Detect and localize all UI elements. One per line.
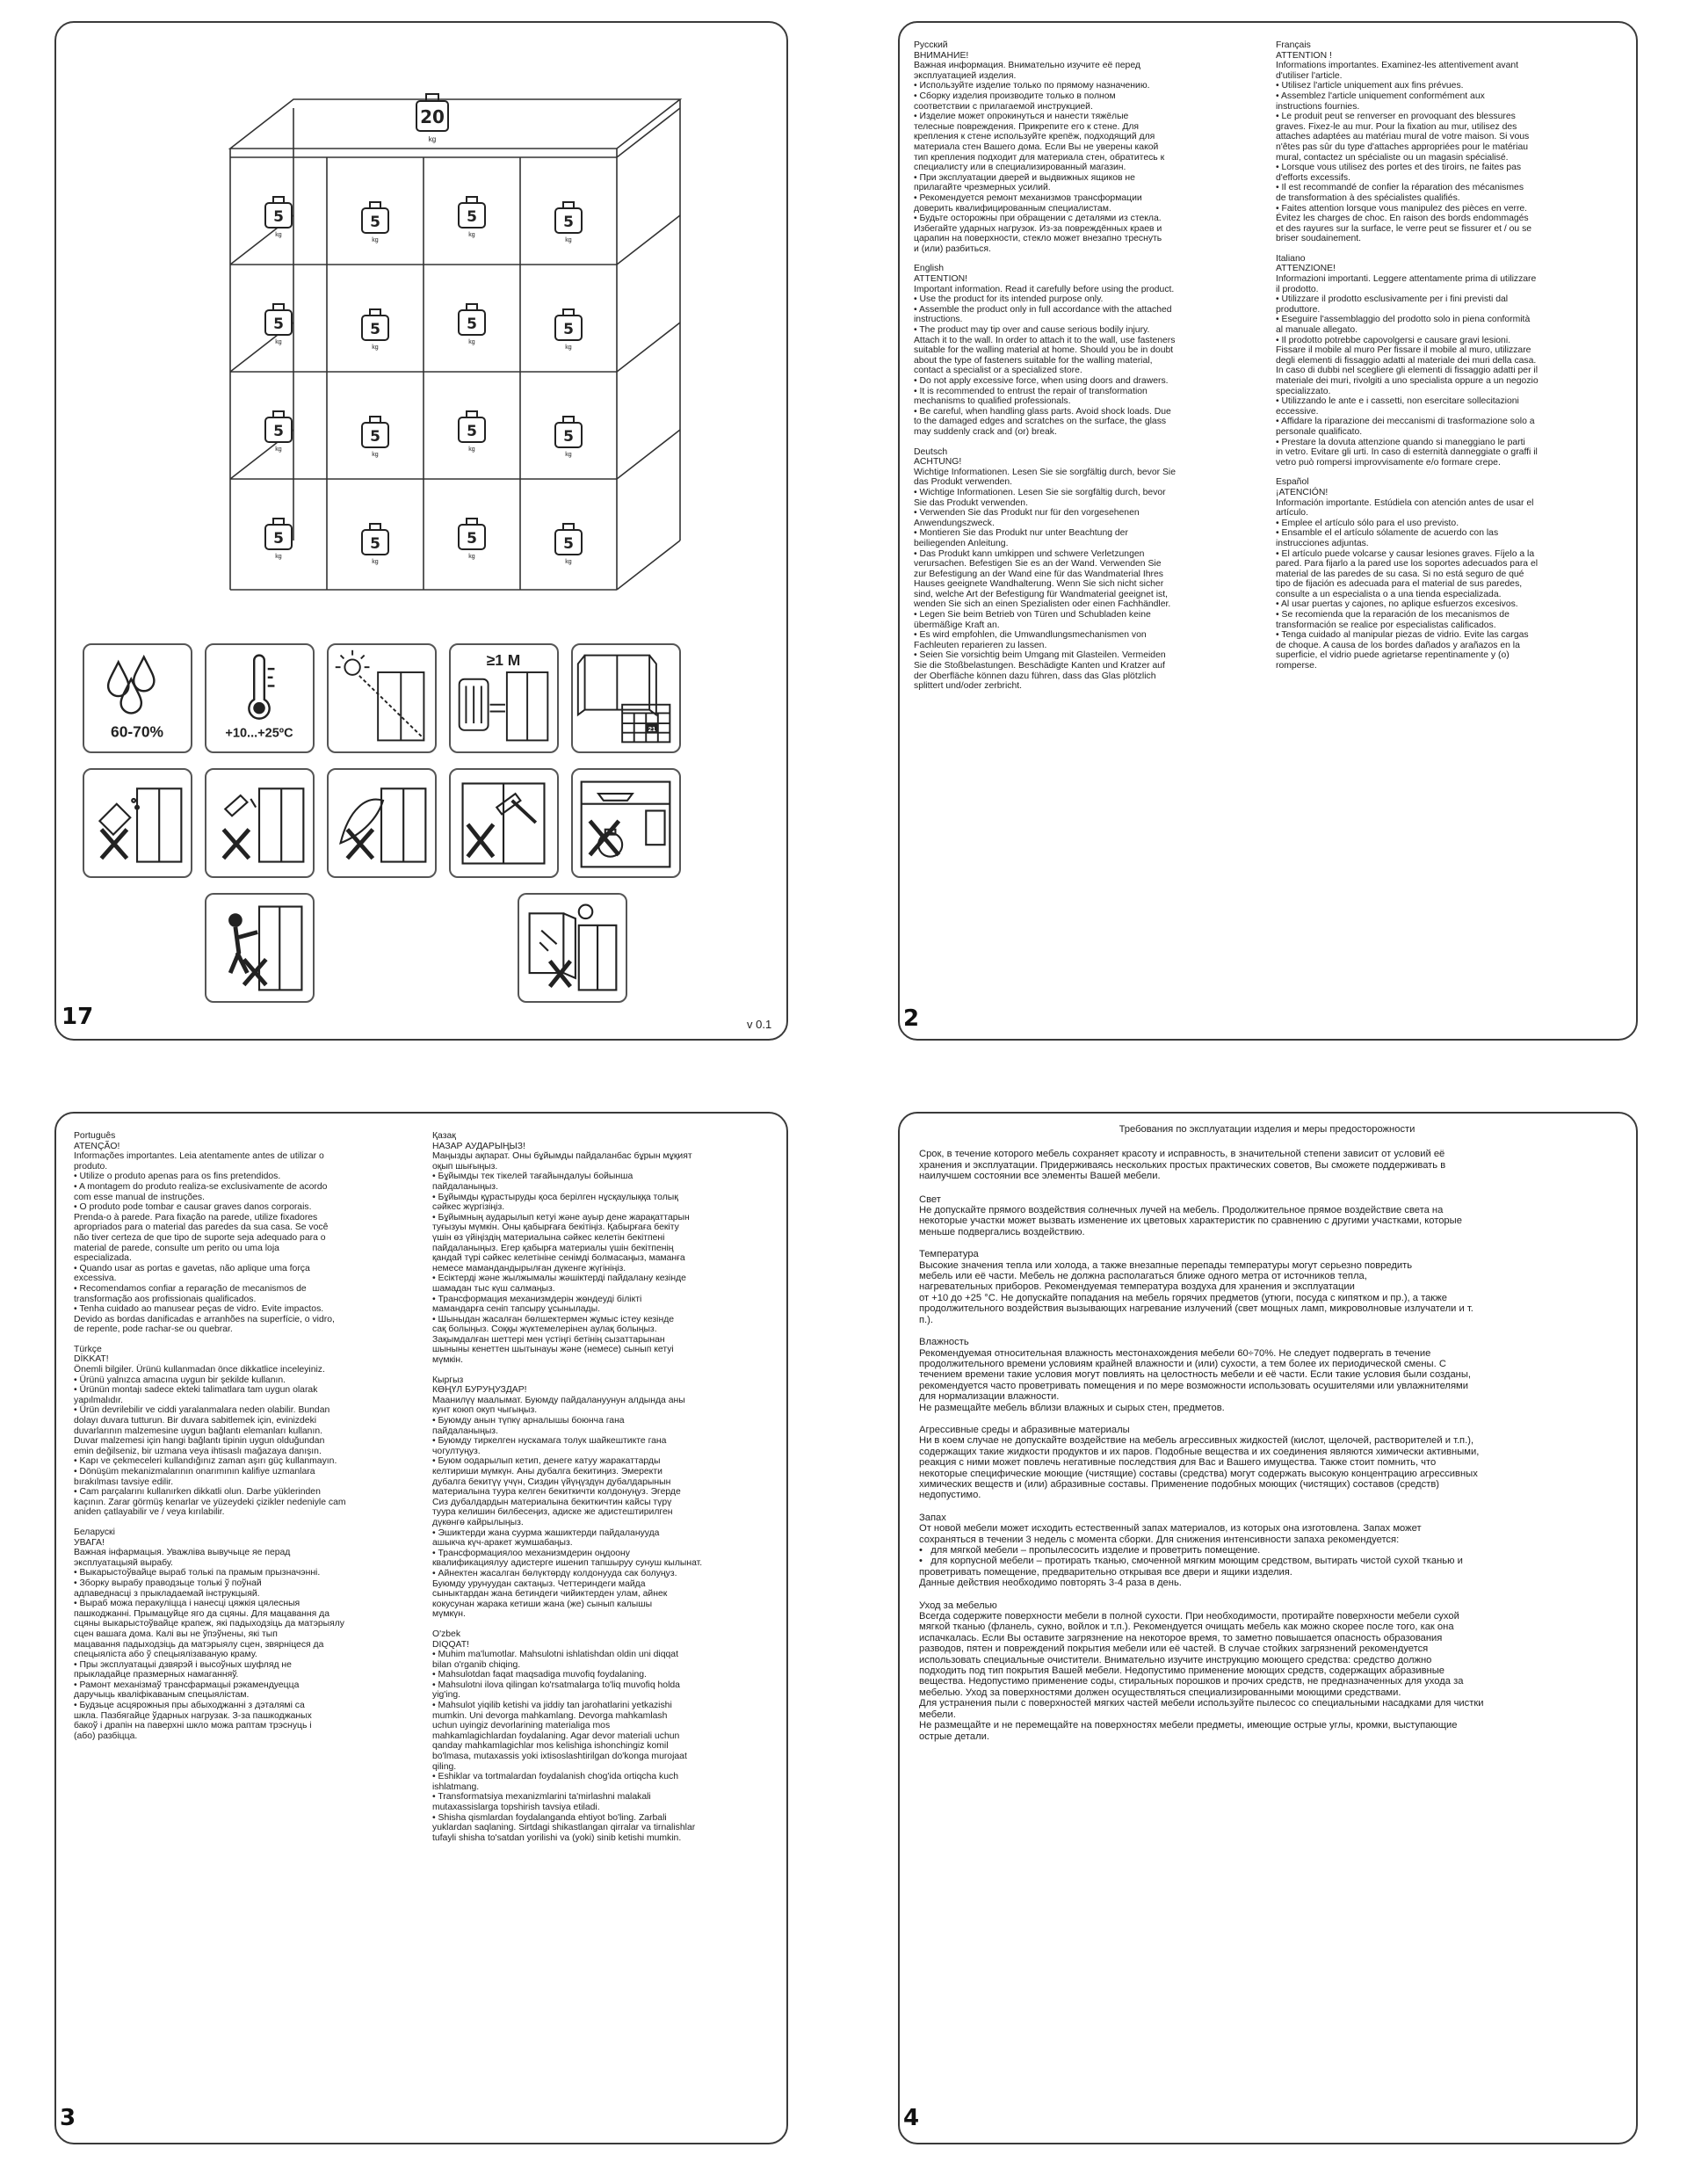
shelf-load-unit: kg [565, 559, 572, 565]
shelf-load-value: 5 [563, 321, 574, 338]
weight-icon [459, 519, 485, 560]
humidity-range: 60-70% [111, 722, 164, 741]
shelf-load-unit: kg [372, 452, 379, 458]
care-section-heading: Агрессивные среды и абразивные материалы [919, 1424, 1130, 1435]
shelf-load-value: 5 [370, 428, 380, 446]
language-name: Қазақ [432, 1131, 456, 1141]
care-section-body: Ни в коем случае не допускайте воздействие на мебель агрессивных жидкостей (кислот, щелочей, растворителей и т.п.), содержащих такие жидкости продуктов и их паров. Подобные вещества и их соединения являются химически активными, реакция с ними может повлечь негативные последствия для Вас и Вашего имущества. Также стоит помнить, что некоторые специфические моющие (чистящие) составы (средства) могут содержать высокую концентрацию агрессивных химических веществ и (или) абразивные составы. Применение подобных моющих (чистящих) составов (средств) недопустимо. [919, 1435, 1480, 1501]
language-name: Español [1276, 477, 1309, 488]
temperature-range: +10...+25ºC [225, 726, 293, 741]
safety-text: ATENÇÃO! Informações importantes. Leia atentamente antes de utilizar o produto. • Utilize o produto apenas para os fins pretendidos. • A montagem do produto realiza-se exclusivamente de acordo com esse manual de instruções. • O produto pode tombar e causar graves danos corporais. Prenda-o à parede. Para fixação na parede, utilize fixadores apropriados para o material das paredes da sua casa. Se você não tiver certeza de que tipo de suporte seja adequado para o material de parede, consulte um perito ou uma loja especializada. • Quando usar as portas e gavetas, não aplique uma força excessiva. • Recomendamos confiar a reparação de mecanismos de transformação aos profissionais qualificados. • Tenha cuidado ao manusear peças de vidro. Evite impactos. Devido as bordas danificadas e arranhões na superfície, o vidro, de repente, pode rachar-se ou quebrar. [74, 1141, 335, 1335]
language-block [432, 1375, 784, 1620]
shelf-load-value: 5 [563, 535, 574, 553]
care-intro: Срок, в течение которого мебель сохраняет красоту и исправность, в значительной степени зависит от условий её хранения и эксплуатации. Придерживаясь нескольких простых практических советов, Вы сможете поддерживать в наилучшем состоянии все элементы Вашей мебели. [919, 1149, 1446, 1182]
language-name: Français [1276, 40, 1311, 50]
weight-icon [265, 304, 292, 345]
shelf-load-unit: kg [565, 237, 572, 243]
safety-text: УВАГА! Важная інфармацыя. Уважліва вывучыце яе перад эксплуатацыяй вырабу. • Выкарыстоўвайце выраб толькі па прамым прызначэнні. • Зборку вырабу праводзьце толькі ў поўнай адпаведнасці з прыкладаемай інструкцыяй. • Выраб можа перакуліцца і нанесці цяжкія цялесныя пашкоджанні. Прымацуйце яго да сцяны. Для мацавання да сцяны выкарыстоўвайце крапеж, які падыходзіць да матэрыялу сцен вашага дома. Калі вы не ўпэўнены, які тып мацавання падыходзіць да матэрыялу сцен, звярніцеся да спецыяліста або ў спецыялізаваную краму. • Пры эксплуатацыі дзвярэй і высоўных шуфляд не прыкладайце празмерных намаганняў. • Рамонт механізмаў трансфармацыі рэкамендуецца даручыць кваліфікаваным спецыялістам. • Будзьце асцярожныя пры абыходжанні з дэталямі са шкла. Пазбягайце ўдарных нагрузак. З-за пашкоджаных бакоў і драпін на паверхні шкло можа раптам трэснуць і (або) разбіцца. [74, 1537, 345, 1741]
shelf-load-value: 5 [467, 208, 477, 226]
language-block [74, 1345, 425, 1518]
language-name: Deutsch [914, 446, 948, 457]
care-section [919, 1425, 1615, 1501]
language-block [914, 264, 1270, 437]
care-section-body: Не допускайте прямого воздействия солнечных лучей на мебель. Продолжительное прямое воздействие света на некоторые участки может вызвать изменение их цветовых характеристик по сравнению с другими участками, которые меньше подвергались воздействию. [919, 1205, 1462, 1237]
safety-text: КӨҢҮЛ БУРУҢУЗДАР! Маанилүү маалымат. Буюмду пайдалануунун алдында аны кунт коюп окуп чыгыңыз. • Буюмду анын түпкү арналышы боюнча гана пайдаланыңыз. • Буюмду тиркелген нускамага толук шайкештикте гана чогултуңуз. • Буюм оодарылып кетип, денеге катуу жаракаттарды келтириши мүмкүн. Аны дубалга бекитиңиз. Эмеректи дубалга бекитүү үчүн, Сиздин үйүңүздүн дубалдарынын материалына туура келген бекиткичти колдонуңуз. Эгерде Сиз дубалдардын материалына бекиткичтин кайсы түрү туура келишин билбесеңиз, адиске же адистештирилген дүкөнгө кайрылыңыз. • Эшиктерди жана суурма жашиктерди пайдаланууда ашыкча күч-аракет жумшабаңыз. • Трансформациялоо механизмдерин оңдоону квалификациялуу адистерге ишенип тапшыруу сунуш кылынат. • Айнектен жасалган бөлүктөрдү колдонууда сак болуңуз. Буюмду урунуудан сактаңыз. Четтериндеги майда сыныктардан жана бетиндеги чийиктерден улам, айнек кокусунан жарака кетиши жана (же) сынып калышы мүмкүн. [432, 1385, 703, 1620]
calendar-day: 21 [648, 724, 656, 733]
no-heavy-load-icon [571, 768, 681, 878]
care-section-body: От новой мебели может исходить естественный запах материалов, из которых она изготовлена. Запах может сохраняться в течении 3 недель с момента сборки. Для снижения интенсивности запаха рекомендуется: • для мягкой мебели – пропылесосить изделие и проветрить помещение. • для корпусной мебели – протирать тканью, смоченной мягким моющим средством, вытирать чистой сухой тканью и проветривать помещение, предварительно открывая все двери и ящики изделия. Данные действия необходимо повторять 3-4 раза в день. [919, 1523, 1463, 1589]
shelf-load-unit: kg [275, 339, 282, 345]
sunlight-warning-icon [327, 643, 437, 753]
weight-icon [362, 524, 388, 565]
page-number: 17 [62, 1004, 94, 1030]
care-section-heading: Свет [919, 1194, 941, 1205]
care-title: Требования по эксплуатации изделия и меры предосторожности [1119, 1124, 1415, 1135]
humidity-icon [83, 643, 192, 753]
language-name: Русский [914, 40, 948, 50]
care-section-heading: Влажность [919, 1337, 969, 1348]
shelf-load-value: 5 [273, 208, 284, 226]
shelf-load-unit: kg [565, 345, 572, 351]
shelf-load-unit: kg [468, 446, 475, 453]
safety-text: DİKKAT! Önemli bilgiler. Ürünü kullanmadan önce dikkatlice inceleyiniz. • Ürünü yalnızca amacına uygun bir şekilde kullanın. • Ürünün montajı sadece ekteki talimatlara tam uygun olarak yapılmalıdır. • Ürün devrilebilir ve ciddi yaralanmalara neden olabilir. Bundan dolayı duvara tutturun. Bir duvara sabitlemek için, evinizdeki duvarlarının malzemesine uygun bağlantı elemanları kullanın. Duvar malzemesi için hangi bağlantı tipinin uygun olduğundan emin değilseniz, bir uzmana veya ihtisaslı mağazaya danışın. • Kapı ve çekmeceleri kullandığınız zaman aşırı güç kullanmayın. • Dönüşüm mekanizmalarının onarımının kalifiye uzmanlara bırakılması tavsiye edilir. • Cam parçalarını kullanırken dikkatli olun. Darbe yüklerinden kaçının. Zarar görmüş kenarlar ve yüzeydeki çizikler nedeniyle cam aniden çatlayabilir ve / veya kırılabilir. [74, 1354, 346, 1518]
bookcase-load-diagram [206, 71, 698, 607]
weight-icon [362, 202, 388, 243]
shelf-load-unit: kg [468, 554, 475, 560]
weight-icon [265, 197, 292, 238]
no-chemicals-icon [205, 768, 315, 878]
language-name: O'zbek [432, 1629, 461, 1639]
language-block [914, 447, 1270, 692]
shelf-load-value: 5 [467, 316, 477, 333]
language-name: Кыргыз [432, 1375, 464, 1385]
shelf-load-value: 5 [563, 428, 574, 446]
top-load-unit: kg [428, 135, 437, 143]
weight-icon [555, 202, 582, 243]
care-section [919, 1513, 1615, 1589]
safety-text: ¡ATENCIÓN! Información importante. Estúdiela con atención antes de usar el artículo. • Emplee el artículo sólo para el uso previsto. • Ensamble el el artículo sólamente de acuerdo con las instrucciones adjuntas. • El artículo puede volcarse y causar lesiones graves. Fíjelo a la pared. Para fijarlo a la pared use los soportes adecuados para el material de las paredes de su casa. Si no está seguro de qué tipo de fijación es adecuada para el material de sus paredes, consulte a un especialista o a una tienda especializada. • Al usar puertas y cajones, no aplique esfuerzos excesivos. • Se recomienda que la reparación de los mecanismos de transformación se realice por especialistas calificados. • Tenga cuidado al manipular piezas de vidrio. Evite las cargas de choque. A causa de los bordes dañados y arañazos en la superficie, el vidrio puede agrietarse repentinamente y (o) romperse. [1276, 487, 1539, 671]
care-section-heading: Запах [919, 1512, 946, 1523]
page-3-panel [54, 1112, 788, 2144]
care-section-body: Высокие значения тепла или холода, а также внезапные перепады температуры могут серьезно повредить мебель или её части. Мебель не должна располагаться ближе одного метра от источников тепла, нагревательных приборов. Рекомендуемая температура воздуха для хранения и эксплуатации от +10 до +25 °С. Не допускайте попадания на мебель горячих предметов (утюги, посуда с кипятком и пр.), а также продолжительного воздействия вызывающих нагревание излучений (свет мощных ламп, микроволновые излучатели и т. п.). [919, 1259, 1473, 1325]
distance-label: ≥1 M [486, 651, 521, 670]
temperature-icon [205, 643, 315, 753]
shelf-load-unit: kg [565, 452, 572, 458]
language-name: Italiano [1276, 253, 1306, 264]
care-section [919, 1600, 1615, 1742]
page2-column-2 [1276, 40, 1631, 681]
no-abrasive-powder-icon [83, 768, 192, 878]
language-block [74, 1527, 425, 1741]
shelf-load-unit: kg [275, 446, 282, 453]
weight-icon [555, 524, 582, 565]
language-name: Türkçe [74, 1344, 102, 1354]
weight-icon-top [416, 94, 448, 143]
page-4-panel [898, 1112, 1638, 2144]
page-number: 2 [903, 1005, 920, 1032]
language-block [432, 1629, 784, 1843]
weight-icon [459, 197, 485, 238]
weight-icon [555, 417, 582, 458]
language-block [74, 1131, 425, 1335]
shelf-load-value: 5 [370, 535, 380, 553]
page2-column-1 [914, 40, 1270, 701]
language-name: Português [74, 1131, 116, 1141]
shelf-load-value: 5 [273, 530, 284, 548]
language-block [1276, 254, 1631, 468]
page3-column-1 [74, 1131, 425, 1751]
shelf-load-value: 5 [273, 423, 284, 440]
safety-text: DIQQAT! • Muhim ma'lumotlar. Mahsulotni ishlatishdan oldin uni diqqat bilan o'rganib chiqing. • Mahsulotdan faqat maqsadiga muvofiq foydalaning. • Mahsulotni ilova qilingan ko'rsatmalarga to'liq muvofiq holda yig'ing. • Mahsulot yiqilib ketishi va jiddiy tan jarohatlarini yetkazishi mumkin. Uni devorga mahkamlang. Devorga mahkamlash uchun uyingiz devorlarining materialiga mos mahkamlagichlardan foydalaning. Agar devor materiali uchun qanday mahkamlagichlar mos kelishiga ishonchingiz komil bo'lmasa, mutaxassis yoki ixtisoslashtirilgan do'konga murojaat qiling. • Eshiklar va tortmalardan foydalanish chog'ida ortiqcha kuch ishlatmang. • Transformatsiya mexanizmlarini ta'mirlashni malakali mutaxassislarga topshirish tavsiya etiladi. • Shisha qismlardan foydalanganda ehtiyot bo'ling. Zarbali yuklardan saqlaning. Sirtdagi shikastlangan qirralar va tirnalishlar tufayli shisha to'satdan yorilishi va (yoki) sinib ketishi mumkin. [432, 1639, 696, 1843]
safety-text: ACHTUNG! Wichtige Informationen. Lesen Sie sie sorgfältig durch, bevor Sie das Produkt verwenden. • Wichtige Informationen. Lesen Sie sie sorgfältig durch, bevor Sie das Produkt verwenden. • Verwenden Sie das Produkt nur für den vorgesehenen Anwendungszweck. • Montieren Sie das Produkt nur unter Beachtung der beiliegenden Anleitung. • Das Produkt kann umkippen und schwere Verletzungen verursachen. Befestigen Sie es an der Wand. Verwenden Sie zur Befestigung an der Wand eine für das Wandmaterial Ihres Hauses geeignete Wandhalterung. Wenn Sie sich nicht sicher sind, welche Art der Befestigung für Wandmaterial geeignet ist, wenden Sie sich an einen Spezialisten oder einen Fachhändler. • Legen Sie beim Betrieb von Türen und Schubladen keine übermäßige Kraft an. • Es wird empfohlen, die Umwandlungsmechanismen von Fachleuten reparieren zu lassen. • Seien Sie vorsichtig beim Umgang mit Glasteilen. Vermeiden Sie die Stoßbelastungen. Beschädigte Kanten und Kratzer auf der Oberfläche können dazu führen, dass das Glas plötzlich splittert und/oder zerbricht. [914, 457, 1177, 692]
care-section-heading: Температура [919, 1249, 979, 1260]
shelf-load-unit: kg [275, 554, 282, 560]
page-number: 4 [903, 2105, 920, 2131]
no-hammer-impact-icon [449, 768, 559, 878]
page-number: 3 [60, 2105, 76, 2131]
no-pushing-icon [205, 893, 315, 1003]
language-block [914, 40, 1270, 254]
safety-text: НАЗАР АУДАРЫҢЫЗ! Маңызды ақпарат. Оны бұйымды пайдаланбас бұрын мұқият оқып шығыңыз. • Бұйымды тек тікелей тағайындалуы бойынша пайдаланыңыз. • Бұйымды құрастыруды қоса берілген нұсқаулыққа толық сәйкес жүргізіңіз. • Бұйымның аударылып кетуі және ауыр дене жарақаттарын туғызуы мүмкін. Оны қабырғаға бекітіңіз. Қабырғаға бекіту үшін өз үйіңіздің материалына сәйкес келетін бекітпені пайдаланыңыз. Егер қабырға материалы үшін бекітпенің қандай түрі сәйкес келетініне сенімді болмасаңыз, маманға немесе мамандандырылған дүкенге жүгініңіз. • Есіктерді және жылжымалы жәшіктерді пайдалану кезінде шамадан тыс күш салмаңыз. • Трансформация механизмдерін жөндеуді білікті мамандарға сеніп тапсыру ұсынылады. • Шыныдан жасалған бөлшектермен жұмыс істеу кезінде сақ болыңыз. Соққы жүктемелерінен аулақ болыңыз. Зақымдалған шеттері мен үстіңгі бетінің сызаттарынан шыныны кенеттен шытынауы және (немесе) сынып кетуі мүмкін. [432, 1141, 692, 1366]
care-section [919, 1194, 1615, 1238]
safety-text: ATTENTION! Important information. Read it carefully before using the product. • Use the product for its intended purpose only. • Assemble the product only in full accordance with the attached instructions. • The product may tip over and cause serious bodily injury. Attach it to the wall. In order to attach it to the wall, use fasteners suitable for the walling material at home. Should you be in doubt about the type of fasteners suitable for the walling material, contact a specialist or a specialized store. • Do not apply excessive force, when using doors and drawers. • It is recommended to entrust the repair of transformation mechanisms to qualified professionals. • Be careful, when handling glass parts. Avoid shock loads. Due to the damaged edges and scratches on the surface, the glass may suddenly crack and (or) break. [914, 274, 1176, 437]
care-section [919, 1249, 1615, 1325]
language-block [1276, 40, 1631, 244]
no-sharp-objects-icon [327, 768, 437, 878]
shelf-load-value: 5 [370, 321, 380, 338]
language-name: English [914, 264, 945, 274]
page-17-panel [54, 21, 788, 1041]
shelf-load-value: 5 [467, 530, 477, 548]
shelf-load-unit: kg [468, 339, 475, 345]
language-block [1276, 477, 1631, 671]
no-lifting-by-door-icon [518, 893, 627, 1003]
shelf-load-unit: kg [275, 232, 282, 238]
shelf-load-value: 5 [467, 423, 477, 440]
shelf-load-unit: kg [372, 559, 379, 565]
shelf-load-unit: kg [372, 237, 379, 243]
safety-text: ВНИМАНИЕ! Важная информация. Внимательно изучите её перед эксплуатацией изделия. • Используйте изделие только по прямому назначению. • Сборку изделия производите только в полном соответствии с прилагаемой инструкцией. • Изделие может опрокинуться и нанести тяжёлые телесные повреждения. Прикрепите его к стене. Для крепления к стене используйте крепёж, подходящий для материала стен Вашего дома. Если Вы не уверены какой тип крепления подходит для материала стен, обратитесь к специалисту или в специализированный магазин. • При эксплуатации дверей и выдвижных ящиков не прилагайте чрезмерных усилий. • Рекомендуется ремонт механизмов трансформации доверить квалифицированным специалистам. • Будьте осторожны при обращении с деталями из стекла. Избегайте ударных нагрузок. Из-за повреждённых краев и царапин на поверхности, стекло может внезапно треснуть и (или) разбиться. [914, 50, 1165, 254]
care-instructions [919, 1124, 1615, 1753]
top-load-value: 20 [420, 106, 445, 127]
weight-icon [362, 417, 388, 458]
shelf-load-unit: kg [468, 232, 475, 238]
weight-icon [265, 411, 292, 453]
ventilation-calendar-icon [571, 643, 681, 753]
safety-text: ATTENZIONE! Informazioni importanti. Leggere attentamente prima di utilizzare il prodotto. • Utilizzare il prodotto esclusivamente per i fini previsti dal produttore. • Eseguire l'assemblaggio del prodotto solo in piena conformità al manuale allegato. • Il prodotto potrebbe capovolgersi e causare gravi lesioni. Fissare il mobile al muro Per fissare il mobile al muro, utilizzare degli elementi di fissaggio adatti al materiale dei muri della casa. In caso di dubbi nel scegliere gli elementi di fissaggio adatti per il materiale dei muri, rivolgiti a uno specialista oppure a un negozio specializzato. • Utilizzando le ante e i cassetti, non esercitare sollecitazioni eccessive. • Affidare la riparazione dei meccanismi di trasformazione solo a personale qualificato. • Prestare la dovuta attenzione quando si maneggiano le parti in vetro. Evitare gli urti. In caso di esternità danneggiate o graffi il vetro può rompersi improvvisamente e/o formare crepe. [1276, 264, 1539, 468]
shelf-load-value: 5 [563, 214, 574, 231]
weight-icon [459, 411, 485, 453]
care-section-body: Всегда содержите поверхности мебели в полной сухости. При необходимости, протирайте поверхности мебели сухой мягкой тканью (фланель, сукно, войлок и т.п.). Рекомендуется очищать мебель как можно скорее после того, как она испачкалась. Если Вы оставите загрязнение на некоторое время, то заметно повышается опасность образования разводов, пятен и повреждений покрытия мебели или её частей. В случае стойких загрязнений рекомендуется использовать специальные очистители. Внимательно изучите инструкцию моющего средства: средство должно подходить под тип покрытия Вашей мебели. Недопустимо применение моющих средств, содержащих абразивные вещества. Недопустимо применение соды, стиральных порошков и прочих средств, не предназначенных для ухода за мебелью. Уход за поверхностями должен осуществляться специализированными моющими средствами. Для устранения пыли с поверхностей мягких частей мебели используйте пылесос со специальными насадками для чистки мебели. Не размещайте и не перемещайте на поверхностях мебели предметы, имеющие острые углы, кромки, выступающие острые детали. [919, 1611, 1484, 1742]
care-section-body: Рекомендуемая относительная влажность местонахождения мебели 60÷70%. Не следует подвергать в течение продолжительного времени условиям крайней влажности и (или) сухости, а тем более их периодической смены. С течением времени такие условия могут повлиять на целостность мебели и её части. Если такие условия были созданы, рекомендуется часто проветривать помещения и по мере возможности использовать осушителями или увлажнителями для нормализации влажности. Не размещайте мебель вблизи влажных и сырых стен, предметов. [919, 1347, 1472, 1413]
shelf-load-value: 5 [273, 316, 284, 333]
language-name: Беларускі [74, 1527, 115, 1537]
care-section [919, 1337, 1615, 1413]
page3-column-2 [432, 1131, 784, 1853]
page-2-panel [898, 21, 1638, 1041]
version-label: v 0.1 [747, 1018, 772, 1031]
safety-text: ATTENTION ! Informations importantes. Examinez-les attentivement avant d'utiliser l'article. • Utilisez l'article uniquement aux fins prévues. • Assemblez l'article uniquement conformément aux instructions fournies. • Le produit peut se renverser en provoquant des blessures graves. Fixez-le au mur. Pour la fixation au mur, utilisez des attaches adaptées au matériau mural de votre maison. Si vous n'êtes pas sûr du type d'attaches appropriées pour le matériau mural, contactez un spécialiste ou un magasin spécialisé. • Lorsque vous utilisez des portes et des tiroirs, ne faites pas d'efforts excessifs. • Il est recommandé de confier la réparation des mécanismes de transformation à des spécialistes qualifiés. • Faites attention lorsque vous manipulez des pièces en verre. Évitez les charges de choc. En raison des bords endommagés et des rayures sur la surface, le verre peut se fissurer et / ou se briser soudainement. [1276, 50, 1532, 244]
shelf-load-value: 5 [370, 214, 380, 231]
weight-icon [362, 309, 388, 351]
weight-icon [555, 309, 582, 351]
weight-icon [265, 519, 292, 560]
care-section-heading: Уход за мебелью [919, 1600, 997, 1611]
shelf-load-unit: kg [372, 345, 379, 351]
weight-icon [459, 304, 485, 345]
language-block [432, 1131, 784, 1366]
heater-distance-icon [449, 643, 559, 753]
